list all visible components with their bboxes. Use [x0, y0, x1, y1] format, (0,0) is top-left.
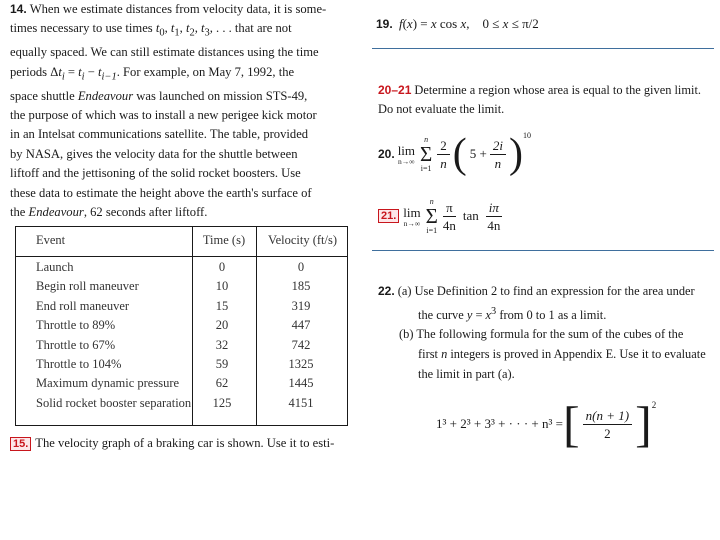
- sub: i: [61, 71, 65, 83]
- text: 4n: [442, 217, 456, 233]
- var: t: [200, 21, 205, 36]
- table-header-event: Event: [36, 233, 66, 247]
- problem-14-line-7: in an Intelsat communications satellite. The table, provided: [10, 127, 309, 142]
- sub: 0: [159, 27, 165, 39]
- cell-velocity: 4151: [288, 395, 314, 410]
- problem-14-line-3: equally spaced. We can still estimate distances using the time: [10, 45, 319, 60]
- text: π: [443, 199, 456, 217]
- cell-event: Solid rocket booster separation: [36, 395, 192, 410]
- text: The following formula for the sum of the cubes of the: [416, 327, 684, 342]
- problems-20-21-instructions: [378, 81, 718, 120]
- instructions-line-2: Do not evaluate the limit.: [378, 102, 505, 117]
- problem-20: [378, 127, 718, 181]
- right-paren: ): [508, 131, 523, 177]
- problem-14-line-6: the purpose of which was to install a new perigee kick motor: [10, 108, 317, 123]
- var: t: [78, 64, 82, 79]
- cell-velocity: 447: [291, 318, 311, 333]
- table-row: [16, 357, 349, 376]
- text: 0 ≤: [482, 16, 503, 31]
- text: i=1: [426, 226, 438, 235]
- section-rule: [372, 250, 714, 251]
- problem-22-b-line-1: [378, 325, 718, 345]
- table-row: [16, 318, 349, 337]
- problem-range: 20–21: [378, 83, 412, 97]
- table-row: [16, 279, 349, 298]
- cell-velocity: 0: [297, 260, 305, 274]
- cell-time: 15: [215, 298, 229, 313]
- problem-14-line-9: liftoff and the jettisoning of the solid rocket boosters. Use: [10, 166, 301, 181]
- cell-event: Throttle to 89%: [36, 318, 116, 333]
- text: ≤ π/2: [508, 16, 539, 31]
- var: x: [460, 16, 467, 31]
- text: , 62 seconds after liftoff.: [83, 205, 208, 220]
- formula-lhs: 1³ + 2³ + 3³ + · · · + n³ =: [436, 416, 563, 431]
- table-row: [16, 299, 349, 318]
- cell-time: 0: [218, 260, 226, 274]
- text: n: [429, 197, 434, 206]
- problem-21-number-marker: 21.: [378, 209, 399, 223]
- problem-14-line-2: [10, 19, 350, 43]
- table-row: [16, 376, 349, 395]
- var: x: [406, 16, 413, 31]
- fraction: [583, 407, 632, 442]
- problem-14-line-11: [10, 203, 350, 222]
- var: t: [155, 21, 160, 36]
- var: t: [170, 21, 175, 36]
- sup: 3: [491, 305, 497, 317]
- var: x: [430, 16, 437, 31]
- cell-event: Begin roll maneuver: [36, 279, 139, 294]
- fraction: [443, 199, 456, 234]
- text: lim: [397, 142, 416, 158]
- cell-event: Throttle to 67%: [36, 337, 116, 352]
- table-header-time: Time (s): [202, 233, 246, 247]
- text: the: [10, 205, 29, 220]
- table-row: [16, 338, 349, 357]
- right-bracket: ]: [635, 396, 652, 452]
- problem-21: [378, 194, 718, 238]
- text: n→∞: [403, 218, 421, 228]
- cell-time: 62: [215, 376, 229, 391]
- exponent: 10: [522, 131, 531, 140]
- text: 2: [604, 425, 611, 441]
- left-paren: (: [452, 131, 467, 177]
- text: Determine a region whose area is equal to the given limit.: [414, 83, 701, 97]
- shuttle-name: Endeavour: [28, 205, 84, 220]
- shuttle-name: Endeavour: [77, 88, 134, 103]
- limit-operator: [398, 143, 415, 166]
- cell-velocity: 319: [291, 298, 311, 313]
- problem-14-number: 14.: [10, 2, 27, 16]
- text: ,: [466, 16, 470, 31]
- text: . For example, on May 7, 1992, the: [116, 64, 295, 79]
- text: n: [440, 155, 447, 171]
- cell-velocity: 1325: [288, 357, 314, 371]
- part-b-label: (b): [399, 327, 414, 342]
- velocity-data-table: [15, 226, 348, 426]
- part-a-label: (a): [397, 284, 412, 298]
- text: lim: [403, 204, 421, 220]
- cell-time: 20: [215, 318, 229, 333]
- text: 5 +: [469, 146, 487, 161]
- var: y: [466, 307, 473, 322]
- table-row: [16, 260, 349, 279]
- limit-operator: [403, 205, 420, 228]
- text: times necessary to use times: [10, 21, 156, 36]
- var: t: [185, 21, 190, 36]
- text: integers is proved in Appendix E. Use it to evaluate: [447, 346, 706, 361]
- text: i=1: [420, 164, 432, 173]
- problem-14-line-4: [10, 63, 350, 87]
- problem-14: [10, 0, 350, 223]
- problem-22-b-line-2: [378, 345, 718, 365]
- cell-velocity: 185: [291, 279, 311, 294]
- text: (: [402, 16, 407, 31]
- text: periods Δ: [10, 64, 59, 79]
- text: =: [417, 16, 431, 31]
- text: the curve: [418, 307, 467, 322]
- cell-event: Launch: [36, 260, 74, 274]
- var: t: [97, 64, 102, 79]
- var: t: [58, 64, 62, 79]
- table-header-velocity: Velocity (ft/s): [267, 233, 338, 247]
- exponent: 2: [651, 400, 657, 410]
- cell-time: 32: [215, 337, 229, 352]
- text: n: [494, 155, 502, 171]
- text: ): [412, 16, 418, 31]
- problem-22-number: 22.: [378, 284, 395, 298]
- cell-event: End roll maneuver: [36, 298, 130, 313]
- problem-22-a-line-2: [378, 302, 718, 326]
- text: ,: [179, 21, 186, 36]
- fraction: [437, 137, 450, 172]
- text: n(n + 1): [583, 407, 632, 425]
- text: Σ: [425, 204, 438, 228]
- sub: 2: [189, 27, 195, 39]
- cell-event: Maximum dynamic pressure: [36, 376, 180, 391]
- cell-velocity: 1445: [288, 376, 314, 391]
- text: n→∞: [398, 156, 415, 166]
- text: 4n: [487, 217, 501, 233]
- sum-of-cubes-formula: [436, 398, 716, 450]
- sub: i: [81, 71, 85, 83]
- text: iπ: [486, 199, 502, 217]
- text: Use Definition 2 to find an expression for the area under: [414, 284, 695, 298]
- section-rule: [372, 48, 714, 49]
- problem-14-line-1: [10, 0, 350, 19]
- text: =: [64, 64, 79, 79]
- left-bracket: [: [563, 396, 580, 452]
- problem-20-number: 20.: [378, 147, 395, 161]
- problem-19-number: 19.: [376, 17, 393, 31]
- var: x: [485, 307, 492, 322]
- text: 2: [437, 137, 450, 155]
- instructions-line-1: [378, 81, 718, 100]
- summation: [420, 135, 432, 173]
- summation: [426, 197, 438, 235]
- sub: 3: [204, 27, 210, 39]
- text: space shuttle: [10, 88, 78, 103]
- cell-velocity: 742: [291, 337, 311, 352]
- text: Σ: [420, 142, 433, 166]
- problem-14-line-10: these data to estimate the height above the earth's surface of: [10, 185, 312, 200]
- cell-event: Throttle to 104%: [36, 357, 122, 371]
- text: n: [424, 135, 429, 144]
- sub: 1: [174, 27, 180, 39]
- problem-15-text: The velocity graph of a braking car is shown. Use it to esti-: [35, 436, 335, 450]
- text: was launched on mission STS-49,: [133, 88, 308, 103]
- text: ,: [194, 21, 201, 36]
- problem-22: [378, 282, 718, 384]
- text: 2i: [490, 137, 506, 155]
- left-column: [10, 0, 350, 223]
- text: tan: [462, 208, 479, 223]
- table-row: [16, 396, 349, 415]
- sub: i−1: [101, 71, 117, 83]
- text: cos: [436, 16, 461, 31]
- problem-15: [10, 434, 350, 454]
- var: f: [398, 16, 403, 31]
- cell-time: 10: [215, 279, 229, 294]
- fraction: [490, 137, 506, 172]
- problem-14-line-8: by NASA, gives the velocity data for the shuttle between: [10, 146, 298, 161]
- text: , . . . that are not: [209, 21, 292, 36]
- text: =: [472, 307, 486, 322]
- text: ,: [164, 21, 171, 36]
- fraction: [486, 199, 502, 234]
- text: When we estimate distances from velocity data, it is some-: [29, 2, 327, 16]
- var: n: [441, 346, 448, 361]
- text: −: [84, 64, 98, 79]
- problem-15-number-marker: 15.: [10, 437, 31, 451]
- text: from 0 to 1 as a limit.: [496, 307, 607, 322]
- table-header-rule: [16, 256, 347, 257]
- cell-time: 59: [215, 357, 229, 371]
- problem-22-a-line-1: [378, 282, 718, 302]
- problem-19: [376, 14, 716, 34]
- cell-time: 125: [212, 395, 232, 410]
- problem-14-line-5: [10, 87, 350, 106]
- text: first: [418, 346, 442, 361]
- var: x: [502, 16, 509, 31]
- problem-22-b-line-3: the limit in part (a).: [418, 366, 515, 381]
